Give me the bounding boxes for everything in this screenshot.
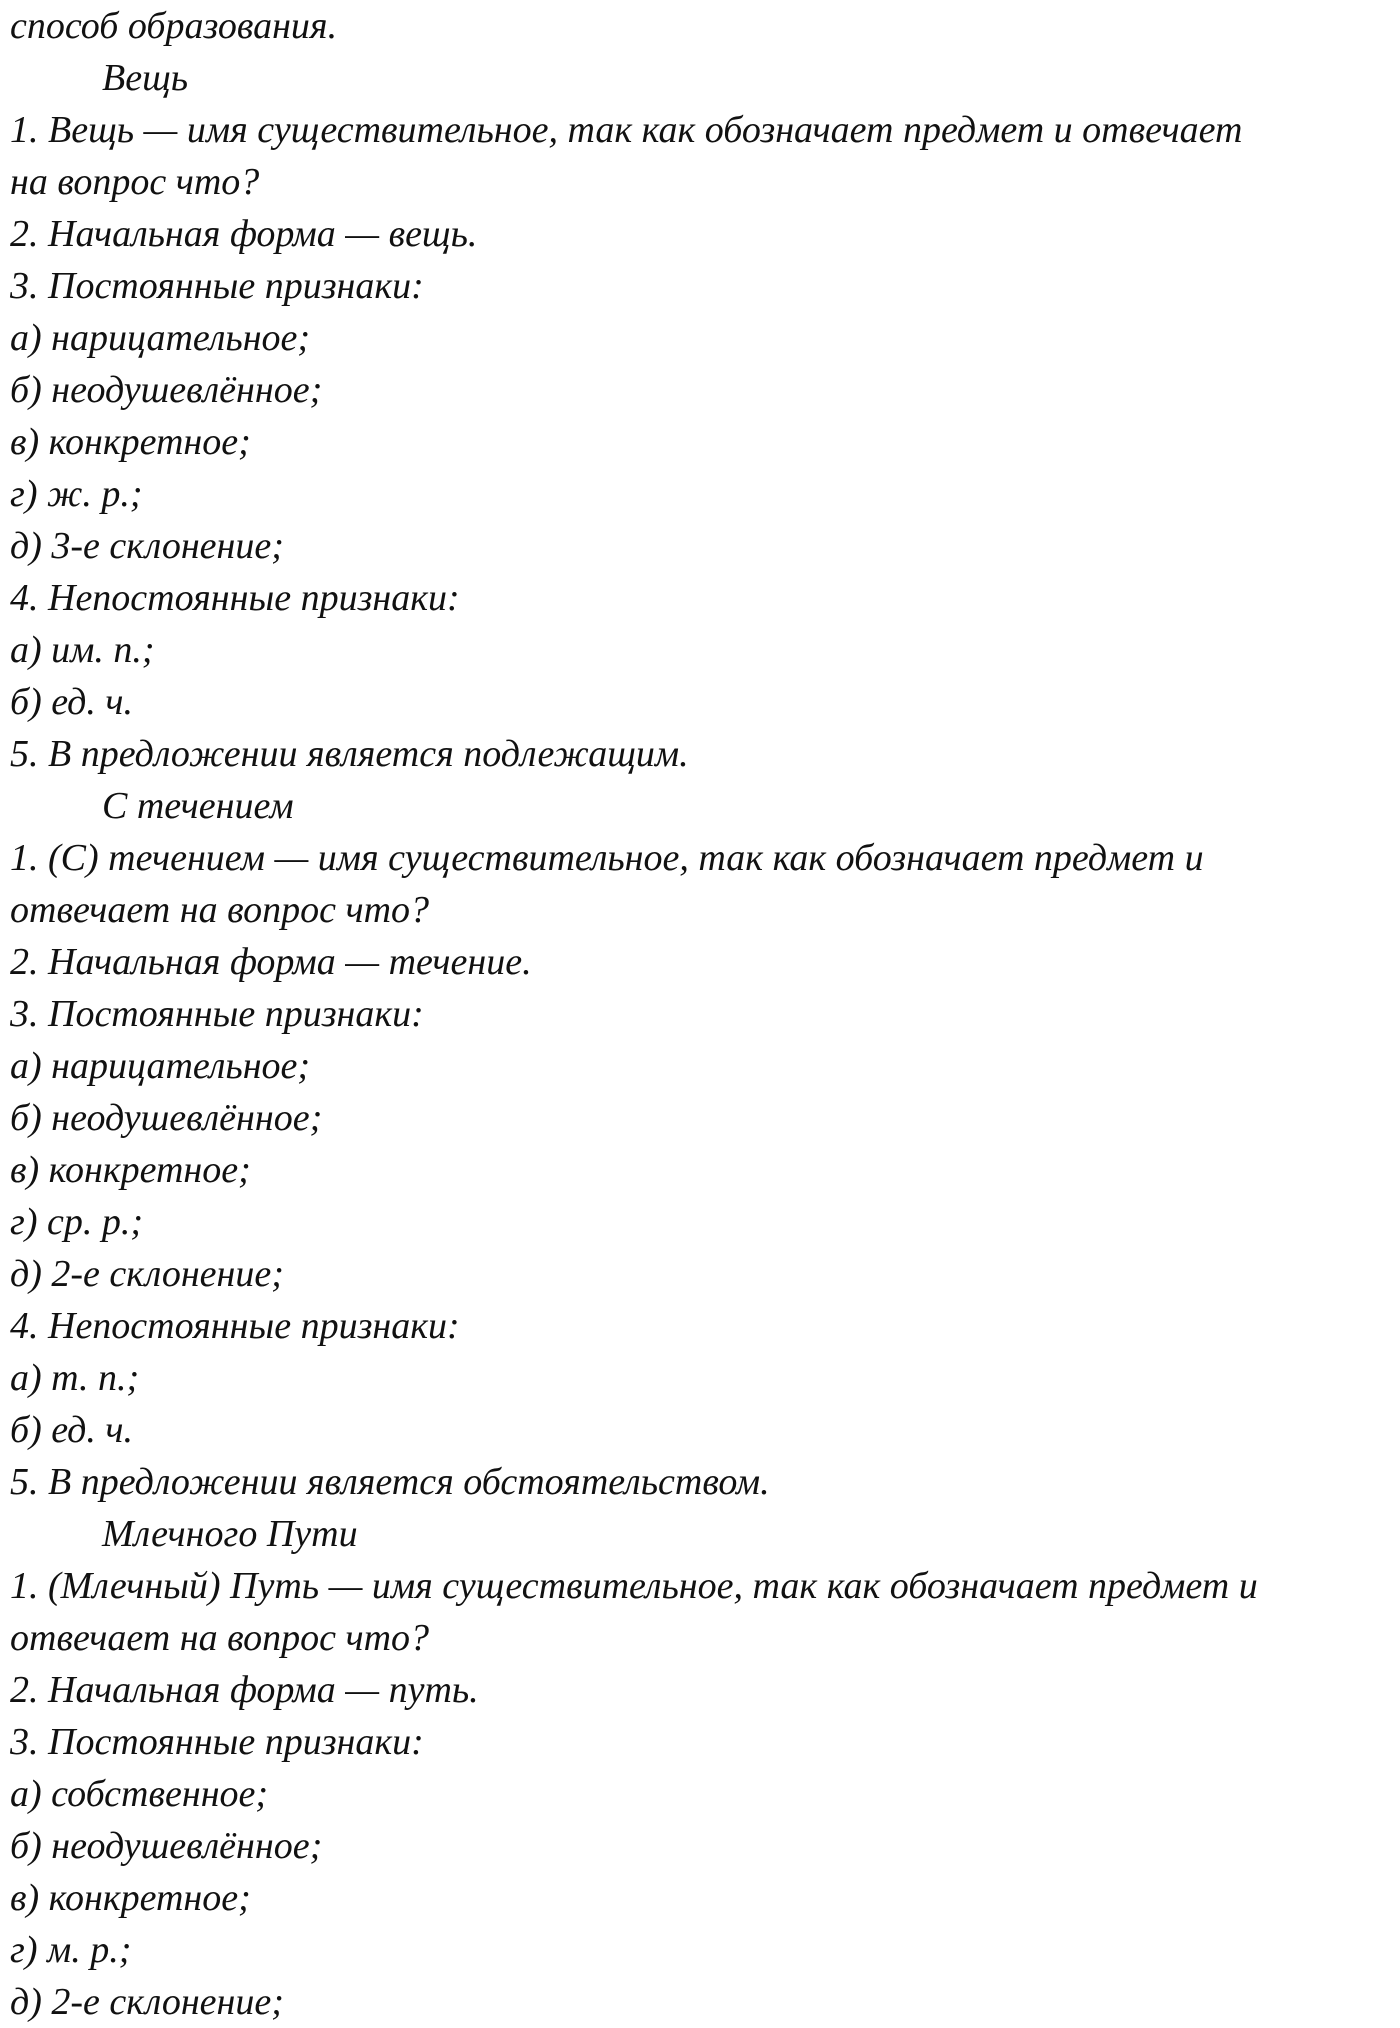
text-line: 4. Непостоянные признаки: [10, 1305, 460, 1347]
text-line: 1. (С) течением — имя существительное, так как обозначает предмет и [10, 837, 1204, 879]
text-line: г) ср. р.; [10, 1201, 143, 1243]
document-page [10, 0, 1395, 2028]
text-line: в) конкретное; [10, 1877, 251, 1919]
text-line: 2. Начальная форма — вещь. [10, 213, 478, 255]
text-line: 3. Постоянные признаки: [10, 265, 424, 307]
section-heading: Вещь [102, 57, 189, 99]
text-line: отвечает на вопрос что? [10, 1617, 430, 1659]
text-line: а) нарицательное; [10, 317, 311, 359]
text-line: а) т. п.; [10, 1357, 140, 1399]
text-line: а) нарицательное; [10, 1045, 311, 1087]
text-line: б) неодушевлённое; [10, 369, 323, 411]
section-heading: С течением [102, 785, 294, 827]
text-line: 4. Непостоянные признаки: [10, 577, 460, 619]
text-line: г) м. р.; [10, 1929, 132, 1971]
text-line: 3. Постоянные признаки: [10, 993, 424, 1035]
text-line: на вопрос что? [10, 161, 260, 203]
text-line: б) ед. ч. [10, 681, 134, 723]
text-line: 1. Вещь — имя существительное, так как обозначает предмет и отвечает [10, 109, 1243, 151]
text-line: в) конкретное; [10, 421, 251, 463]
text-line: а) им. п.; [10, 629, 155, 671]
text-line: способ образования. [10, 5, 338, 47]
text-line: б) неодушевлённое; [10, 1825, 323, 1867]
text-line: отвечает на вопрос что? [10, 889, 430, 931]
section-heading: Млечного Пути [102, 1513, 358, 1555]
text-line: 3. Постоянные признаки: [10, 1721, 424, 1763]
text-line: 2. Начальная форма — путь. [10, 1669, 479, 1711]
text-line: 1. (Млечный) Путь — имя существительное, так как обозначает предмет и [10, 1565, 1258, 1607]
text-line: б) неодушевлённое; [10, 1097, 323, 1139]
text-line: а) собственное; [10, 1773, 269, 1815]
text-line: д) 2-е склонение; [10, 1253, 284, 1295]
text-line: г) ж. р.; [10, 473, 143, 515]
text-line: 5. В предложении является обстоятельством. [10, 1461, 770, 1503]
text-line: в) конкретное; [10, 1149, 251, 1191]
text-line: б) ед. ч. [10, 1409, 134, 1451]
text-line: 2. Начальная форма — течение. [10, 941, 532, 983]
text-line: д) 3-е склонение; [10, 525, 284, 567]
text-line: 5. В предложении является подлежащим. [10, 733, 689, 775]
text-line: д) 2-е склонение; [10, 1981, 284, 2023]
